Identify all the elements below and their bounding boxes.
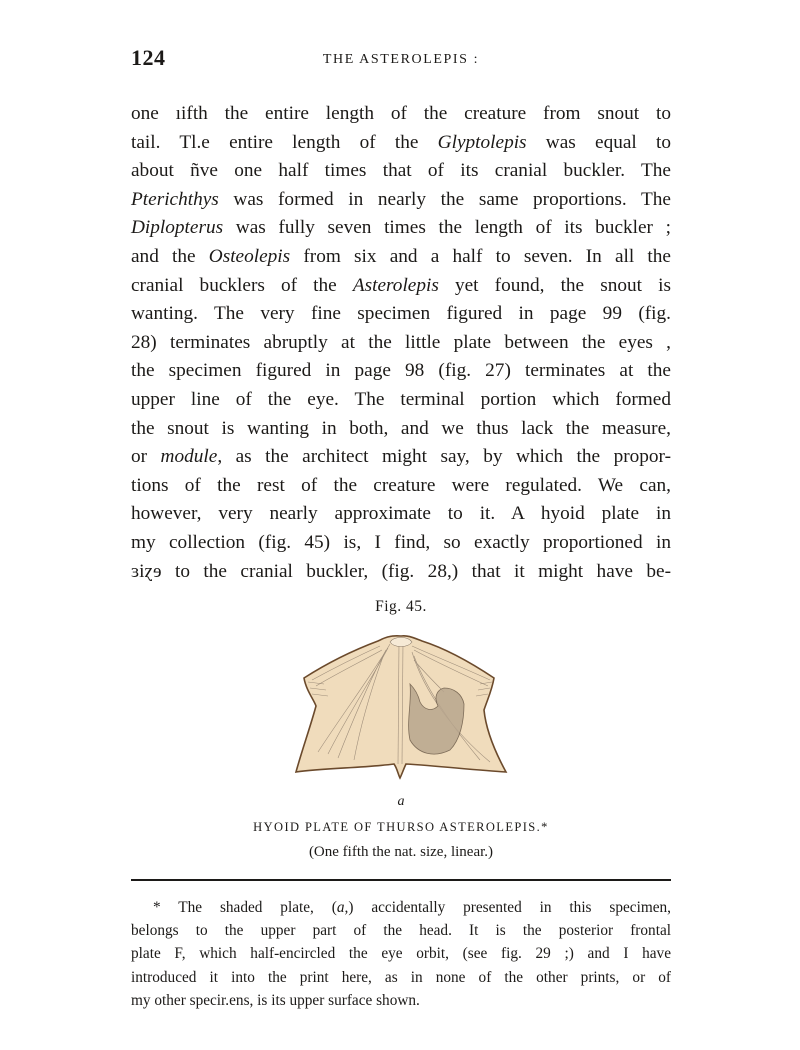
page-number: 124 [131, 45, 166, 70]
text-line: my collection (fig. 45) is, I find, so exactly proportioned in [131, 531, 671, 553]
plate-outline [296, 636, 506, 778]
text-line: cranial bucklers of the Asterolepis yet found, the snout is [131, 274, 671, 296]
species-name: Pterichthys [131, 188, 219, 210]
species-name: Diplopterus [131, 217, 224, 239]
footnote-line: * The shaded plate, (a,) accidentally presented in this specimen, [153, 899, 671, 916]
footnote [131, 896, 671, 1012]
text-line: the snout is wanting in both, and we thus lack the measure, [131, 417, 671, 439]
snout-knob [390, 638, 412, 647]
body-text [131, 100, 671, 586]
text-line: wanting. The very fine specimen figured in page 99 (fig. [131, 303, 671, 325]
figure-label: Fig. 45. [375, 598, 427, 615]
text-line: Diplopterus was fully seven times the length of its buckler ; [131, 217, 671, 239]
figure-45 [131, 598, 671, 866]
footnote-rule [131, 879, 671, 881]
text-line: one ıifth the entire length of the creature from snout to [131, 103, 671, 124]
figure-illustration [131, 632, 671, 782]
hyoid-plate-drawing [294, 632, 508, 780]
species-name: Asterolepis [352, 274, 439, 296]
text-line: or module, as the architect might say, by which the propor- [131, 446, 672, 468]
footnote-line: plate F, which half-encircled the eye orbit, (see fig. 29 ;) and I have [131, 945, 671, 963]
text-line: the specimen figured in page 98 (fig. 27) terminates at the [131, 360, 671, 382]
running-title: THE ASTEROLEPIS : [322, 52, 480, 67]
text-line: Pterichthys was formed in nearly the same proportions. The [131, 188, 671, 210]
text-line: however, very nearly approximate to it. A hyoid plate in [131, 503, 671, 525]
figure-part-label: a [397, 794, 405, 809]
species-name: Osteolepis [208, 245, 291, 267]
text-line: 28) terminates abruptly at the little plate between the eyes , [131, 331, 671, 353]
text-line: tail. Tl.e entire length of the Glyptolepis was equal to [131, 131, 671, 153]
running-head [131, 45, 671, 75]
species-name: Glyptolepis [437, 131, 527, 153]
text-line: tions of the rest of the creature were regulated. We can, [131, 474, 671, 496]
text-line: and the Osteolepis from six and a half to seven. In all the [131, 245, 671, 267]
figure-caption: HYOID PLATE OF THURSO ASTEROLEPIS.* [253, 820, 549, 834]
footnote-line: my other specir.ens, is its upper surface shown. [131, 991, 420, 1009]
figure-scale-note: (One fifth the nat. size, linear.) [308, 844, 494, 860]
text-line: ɜiɀɘ to the cranial buckler, (fig. 28,) that it might have be- [131, 560, 671, 582]
footnote-line: belongs to the upper part of the head. It is the posterior frontal [131, 922, 671, 940]
text-line: upper line of the eye. The terminal portion which formed [131, 388, 671, 410]
text-line: about ñve one half times that of its cranial buckler. The [131, 160, 671, 182]
footnote-line: introduced it into the print here, as in none of the other prints, or of [131, 968, 671, 986]
emphasis: module [160, 446, 218, 468]
